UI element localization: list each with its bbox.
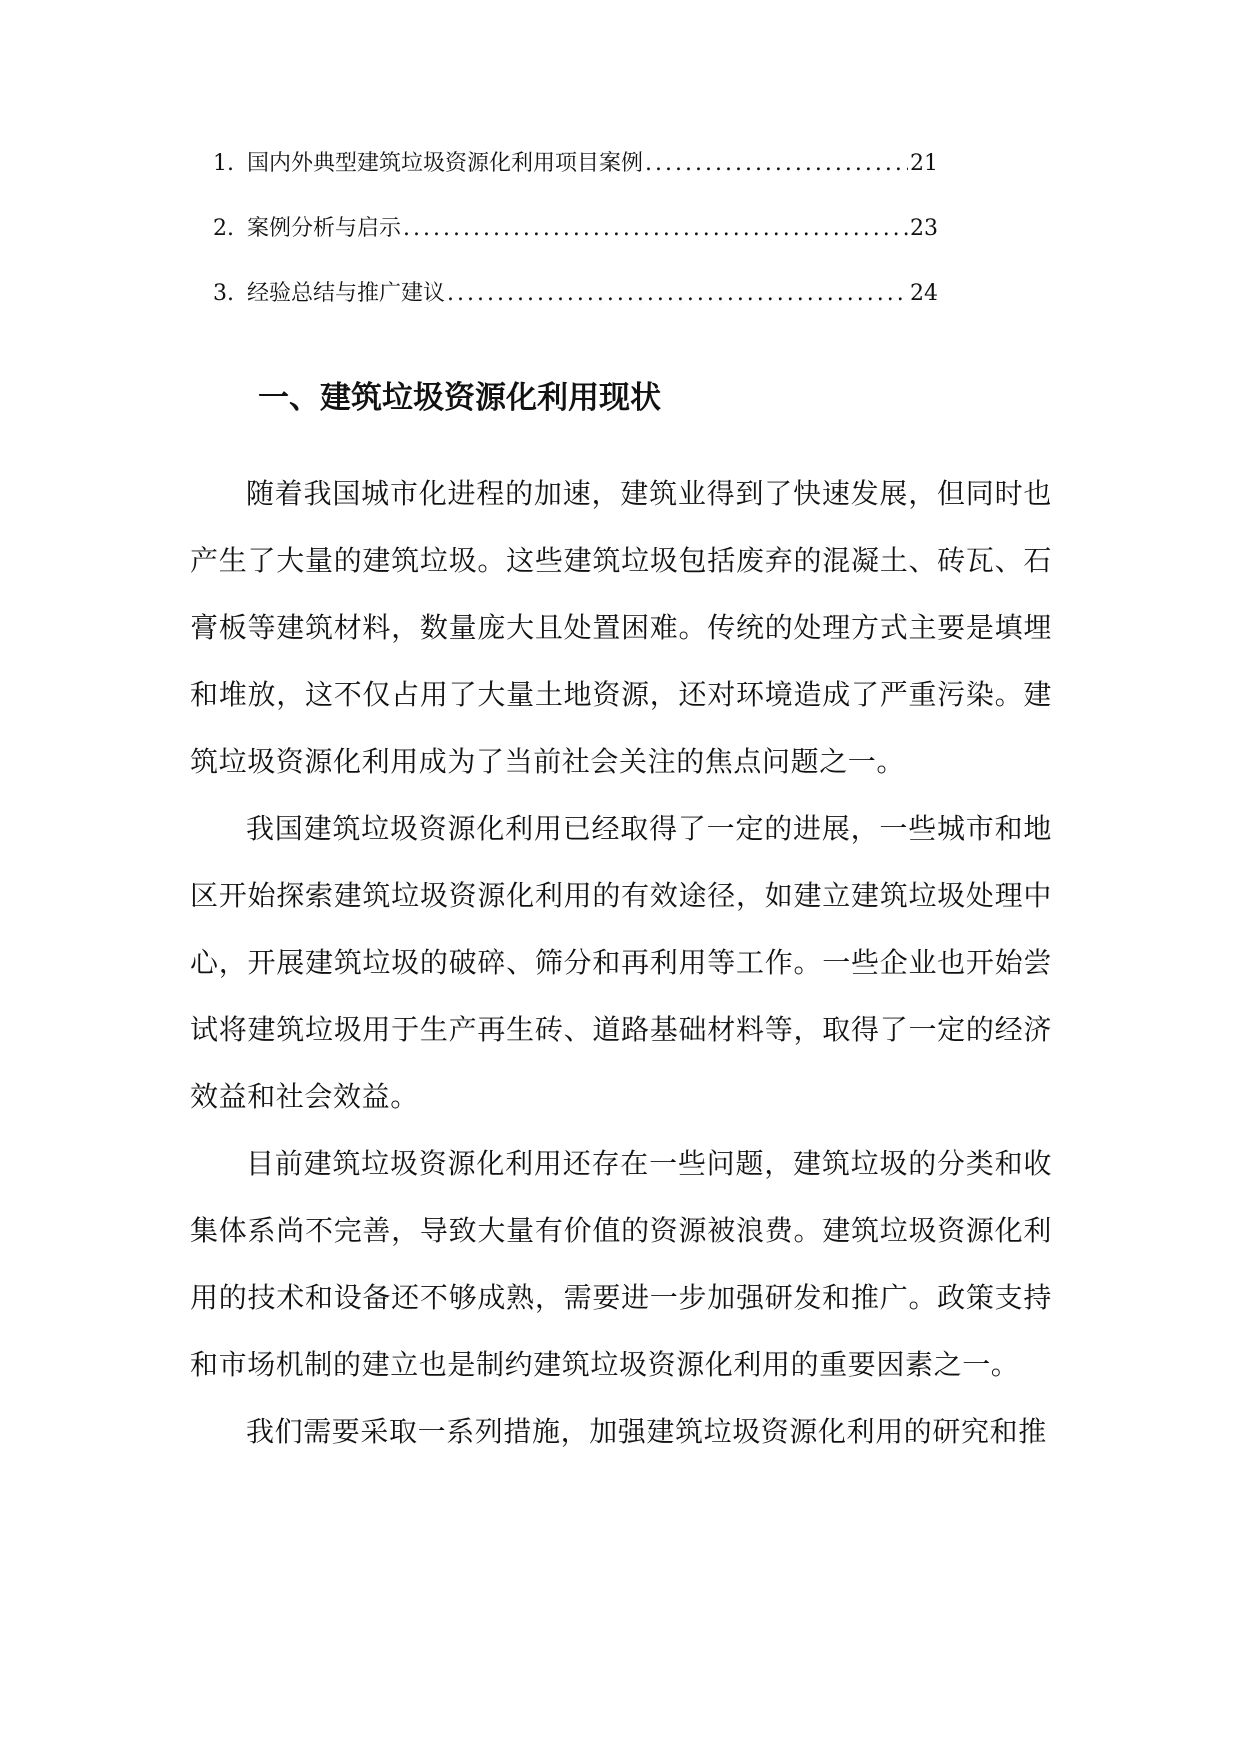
toc-entry-number: 2.	[213, 216, 234, 241]
toc-entry-title: 国内外典型建筑垃圾资源化利用项目案例	[247, 151, 644, 176]
table-of-contents	[213, 148, 938, 343]
body-paragraph: 随着我国城市化进程的加速，建筑业得到了快速发展，但同时也产生了大量的建筑垃圾。这些建筑垃圾包括废弃的混凝土、砖瓦、石膏板等建筑材料，数量庞大且处置困难。传统的处理方式主要是填埋和堆放，这不仅占用了大量土地资源，还对环境造成了严重污染。建筑垃圾资源化利用成为了当前社会关注的焦点问题之一。	[190, 477, 1052, 778]
toc-entry-page: 23	[910, 216, 938, 241]
body-paragraph: 我国建筑垃圾资源化利用已经取得了一定的进展，一些城市和地区开始探索建筑垃圾资源化利用的有效途径，如建立建筑垃圾处理中心，开展建筑垃圾的破碎、筛分和再利用等工作。一些企业也开始尝试将建筑垃圾用于生产再生砖、道路基础材料等，取得了一定的经济效益和社会效益。	[190, 812, 1052, 1113]
toc-entry-title: 经验总结与推广建议	[247, 281, 446, 306]
toc-leader-dots	[645, 148, 908, 180]
toc-entry-page: 24	[910, 281, 938, 306]
body-paragraph: 我们需要采取一系列措施，加强建筑垃圾资源化利用的研究和推	[246, 1415, 1047, 1448]
toc-entry-number: 3.	[213, 281, 234, 306]
body-paragraph: 目前建筑垃圾资源化利用还存在一些问题，建筑垃圾的分类和收集体系尚不完善，导致大量有价值的资源被浪费。建筑垃圾资源化利用的技术和设备还不够成熟，需要进一步加强研发和推广。政策支持和市场机制的建立也是制约建筑垃圾资源化利用的重要因素之一。	[190, 1147, 1052, 1381]
toc-entry-title: 案例分析与启示	[247, 216, 402, 241]
toc-entry[interactable]	[213, 213, 938, 278]
toc-leader-dots	[447, 278, 908, 310]
toc-entry-number: 1.	[213, 151, 234, 176]
toc-entry-page: 21	[910, 151, 938, 176]
section-body	[190, 460, 1052, 1465]
toc-leader-dots	[403, 213, 908, 245]
section-heading: 一、建筑垃圾资源化利用现状	[258, 380, 661, 416]
toc-entry[interactable]	[213, 278, 938, 343]
toc-entry[interactable]	[213, 148, 938, 213]
